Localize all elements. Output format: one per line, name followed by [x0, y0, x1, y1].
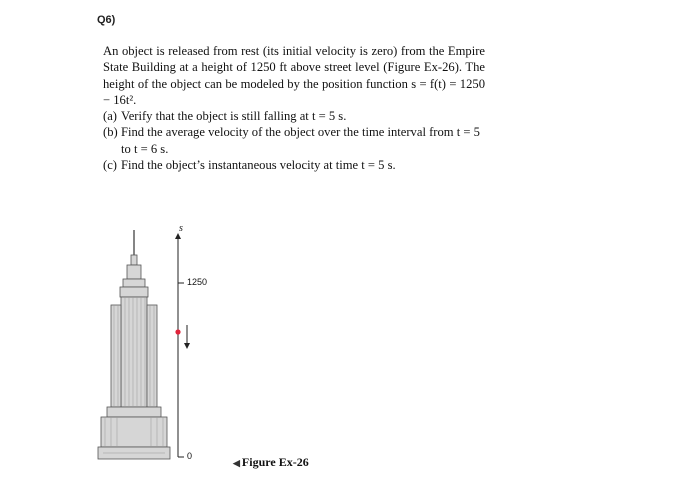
s-axis-label: s [179, 223, 183, 234]
question-label: Q6) [97, 14, 116, 26]
figure-ex-26 [95, 225, 355, 475]
problem-item-b [103, 124, 485, 157]
item-label: (b) [103, 125, 118, 140]
tick-label-0: 0 [187, 451, 193, 461]
tick-label-1250: 1250 [187, 277, 208, 287]
figure-caption [233, 455, 309, 470]
caption-text: Figure Ex-26 [241, 455, 309, 469]
problem-intro: An object is released from rest (its initial velocity is zero) from the Empire State Building at a height of 1250 ft above street level (Figure Ex-26). The height of the object can be modeled by the position function s = f(t) = 1250 − 16t². [103, 44, 485, 107]
item-text: Find the object’s instantaneous velocity at time t = 5 s. [121, 158, 396, 173]
problem-item-c [103, 157, 485, 173]
caption-arrow-icon: ◀ [233, 458, 240, 468]
item-label: (c) [103, 158, 117, 173]
problem-item-a [103, 108, 485, 124]
item-label: (a) [103, 109, 117, 124]
empire-state-building-icon [95, 225, 355, 475]
problem-statement [103, 43, 485, 173]
item-text: Find the average velocity of the object over the time interval from t = 5 to t = 6 s. [121, 125, 480, 156]
falling-object [175, 329, 180, 334]
item-text: Verify that the object is still falling at t = 5 s. [121, 109, 347, 124]
